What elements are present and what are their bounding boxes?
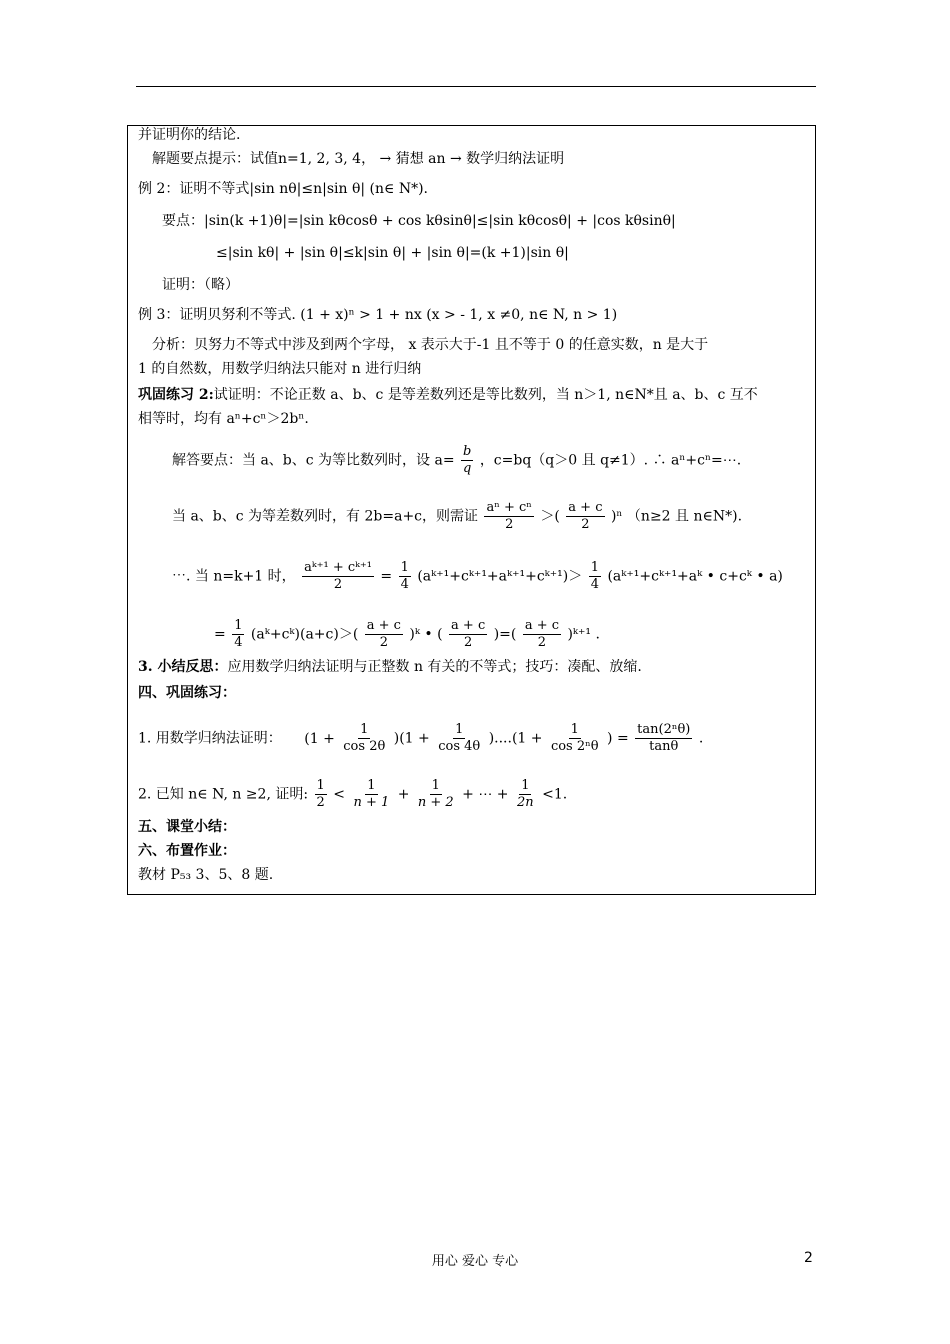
page-number: 2: [804, 1250, 813, 1266]
answer-line3: ⋯. 当 n=k+1 时， $\frac{\text{aᵏ⁺¹ + cᵏ⁺¹}}{2}$ = $\frac{1}{4}$ (aᵏ⁺¹+cᵏ⁺¹+aᵏ⁺¹+cᵏ⁺¹)＞ $\frac{1}{4}$ (aᵏ⁺¹+cᵏ⁺¹+aᵏ • c+cᵏ • a): [172, 560, 783, 592]
fraction: $\frac{1}{4}$: [400, 560, 409, 592]
fraction: $\frac{1}{\text{cos 2ⁿθ}}$: [550, 722, 599, 754]
fraction: $\frac{a + c}{2}$: [524, 618, 560, 650]
fraction: $\frac{1}{\cos 2\theta}$: [343, 722, 386, 754]
fraction: $\frac{1}{n + 1}$: [353, 778, 390, 810]
summary-line: 3. 小结反思：应用数学归纳法证明与正整数 n 有关的不等式；技巧：凑配、放缩.: [138, 659, 642, 675]
fraction: $\frac{a + c}{2}$: [451, 618, 486, 650]
footer-motto: 用心 爱心 专心: [431, 1254, 519, 1269]
proof-line: 证明：（略）: [162, 277, 239, 293]
fraction: $\frac{1}{4}$: [590, 560, 599, 592]
fraction: $\frac{\text{aⁿ + cⁿ}}{2}$: [486, 500, 532, 532]
fraction: $\frac{1}{4}$: [234, 618, 243, 650]
key-points-line1: 要点：|sin(k +1)θ|=|sin kθcosθ + cos kθsinθ|≤|sin kθcosθ| + |cos kθsinθ|: [162, 213, 676, 229]
hint-line: 解题要点提示：试值n=1, 2, 3, 4， → 猜想 an → 数学归纳法证明: [152, 151, 565, 167]
analysis-line1: 分析：贝努力不等式中涉及到两个字母， x 表示大于-1 且不等于 0 的任意实数，n 是大于: [152, 337, 709, 353]
fraction: $\frac{\text{aᵏ⁺¹ + cᵏ⁺¹}}{2}$: [304, 560, 372, 592]
practice-2-line1: 巩固练习 2:试证明：不论正数 a、b、c 是等差数列还是等比数列，当 n＞1, n∈N*且 a、b、c 互不: [138, 387, 758, 403]
example-2: 例 2：证明不等式|sin nθ|≤n|sin θ| (n∈ N*).: [138, 181, 429, 197]
content-box: [127, 125, 816, 895]
key-points-line2: ≤|sin kθ| + |sin θ|≤k|sin θ| + |sin θ|=(k +1)|sin θ|: [216, 245, 569, 261]
section-6-heading: 六、布置作业：: [138, 843, 236, 859]
homework-line: 教材 P₅₃ 3、5、8 题.: [138, 867, 274, 883]
analysis-line2: 1 的自然数，用数学归纳法只能对 n 进行归纳: [138, 361, 422, 377]
fraction: $\frac{1}{\cos 4\theta}$: [438, 722, 481, 754]
fraction: $\frac{\text{tan(2ⁿθ)}}{\tan\theta}$: [637, 722, 691, 754]
fraction: $\frac{1}{2n}$: [517, 778, 534, 810]
section-4-heading: 四、巩固练习：: [138, 685, 236, 701]
fraction: $\frac{a + c}{2}$: [568, 500, 603, 532]
practice-2-line2: 相等时，均有 aⁿ+cⁿ＞2bⁿ.: [138, 411, 309, 427]
fraction: $\frac{1}{n + 2}$: [417, 778, 454, 810]
fraction: $\frac{a + c}{2}$: [366, 618, 401, 650]
header-rule: [136, 86, 816, 87]
answer-line1: 解答要点：当 a、b、c 为等比数列时，设 a= $\frac{b}{q}$ ，c=bq（q＞0 且 q≠1）. ∴ aⁿ+cⁿ=⋯.: [172, 444, 742, 476]
example-3: 例 3：证明贝努利不等式. (1 + x)ⁿ > 1 + nx (x > - 1, x ≠0, n∈ N, n > 1): [138, 307, 618, 323]
answer-line2: 当 a、b、c 为等差数列时，有 2b=a+c，则需证 $\frac{\text{aⁿ + cⁿ}}{2}$ ＞( $\frac{a + c}{2}$ )ⁿ （n≥2 且 n∈N*).: [172, 500, 743, 532]
section-5-heading: 五、课堂小结：: [138, 819, 236, 835]
fraction: $\frac{1}{2}$: [316, 778, 325, 810]
conclusion-line: 并证明你的结论.: [138, 127, 241, 143]
fraction: $\frac{b}{q}$: [463, 444, 472, 476]
answer-line4: = $\frac{1}{4}$ (aᵏ+cᵏ)(a+c)＞( $\frac{a + c}{2}$ )ᵏ • ( $\frac{a + c}{2}$ )=( $\frac{a + c}{2}$ )ᵏ⁺¹ .: [214, 618, 600, 650]
exercise-2: 2. 已知 n∈ N, n ≥2, 证明: $\frac{1}{2}$ < $\frac{1}{n + 1}$ + $\frac{1}{n + 2}$ + ⋯ + $\frac{1}{2n}$ <1.: [138, 778, 568, 810]
exercise-1: 1. 用数学归纳法证明： (1 + $\frac{1}{\cos 2\theta}$ )(1 + $\frac{1}{\cos 4\theta}$ )....(1 + $\frac{1}{\text{cos 2ⁿθ}}$ ) = $\frac{\text{tan(2ⁿθ)}}{\tan\theta}$ .: [138, 722, 704, 754]
